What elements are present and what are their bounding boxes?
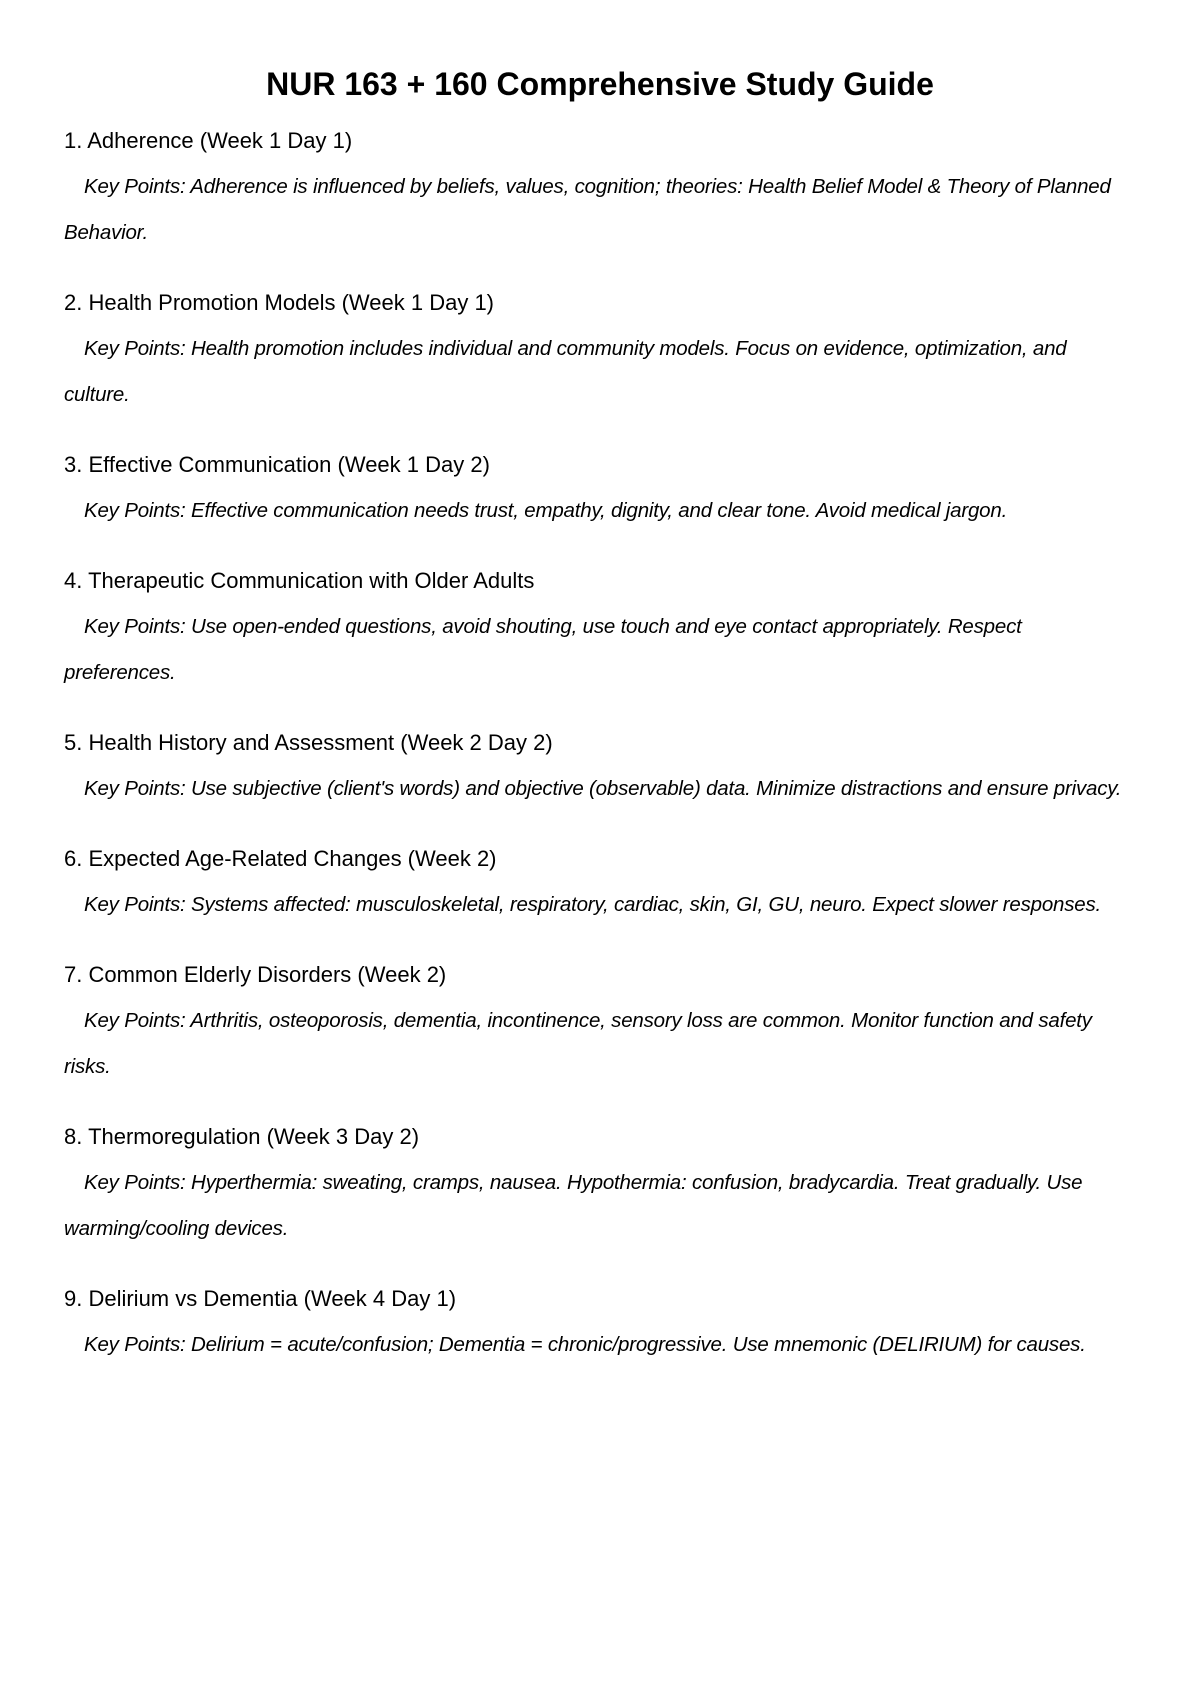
section-key-points: Key Points: Use subjective (client's words) and objective (observable) data. Minimize distractions and ensure privacy. <box>84 777 1122 800</box>
section-key-points: Key Points: Arthritis, osteoporosis, dementia, incontinence, sensory loss are common. Monitor function and safety risks. <box>64 1009 1092 1078</box>
section-heading: 9. Delirium vs Dementia (Week 4 Day 1) <box>64 1286 457 1311</box>
section-delirium-vs-dementia <box>64 1286 1136 1368</box>
section-age-related-changes <box>64 846 1136 928</box>
section-key-points: Key Points: Effective communication needs trust, empathy, dignity, and clear tone. Avoid medical jargon. <box>84 499 1008 522</box>
section-heading: 7. Common Elderly Disorders (Week 2) <box>64 962 447 987</box>
section-heading: 6. Expected Age-Related Changes (Week 2) <box>64 846 497 871</box>
section-elderly-disorders <box>64 962 1136 1090</box>
study-guide-sections <box>64 128 1136 1368</box>
section-key-points: Key Points: Hyperthermia: sweating, cramps, nausea. Hypothermia: confusion, bradycardia. Treat gradually. Use warming/cooling devices. <box>64 1171 1083 1240</box>
section-key-points: Key Points: Systems affected: musculoskeletal, respiratory, cardiac, skin, GI, GU, neuro. Expect slower responses. <box>84 893 1102 916</box>
section-key-points: Key Points: Health promotion includes individual and community models. Focus on evidence, optimization, and culture. <box>64 337 1067 406</box>
section-heading: 4. Therapeutic Communication with Older Adults <box>64 568 535 593</box>
section-health-promotion-models <box>64 290 1136 418</box>
section-adherence <box>64 128 1136 256</box>
section-key-points: Key Points: Use open-ended questions, avoid shouting, use touch and eye contact appropriately. Respect preferences. <box>64 615 1022 684</box>
section-key-points: Key Points: Adherence is influenced by beliefs, values, cognition; theories: Health Belief Model & Theory of Planned Behavior. <box>64 175 1111 244</box>
section-heading: 8. Thermoregulation (Week 3 Day 2) <box>64 1124 420 1149</box>
section-thermoregulation <box>64 1124 1136 1252</box>
section-heading: 5. Health History and Assessment (Week 2 Day 2) <box>64 730 553 755</box>
section-effective-communication <box>64 452 1136 534</box>
section-heading: 3. Effective Communication (Week 1 Day 2) <box>64 452 490 477</box>
section-health-history <box>64 730 1136 812</box>
section-therapeutic-communication <box>64 568 1136 696</box>
section-heading: 2. Health Promotion Models (Week 1 Day 1) <box>64 290 494 315</box>
section-heading: 1. Adherence (Week 1 Day 1) <box>64 128 353 153</box>
document-title: NUR 163 + 160 Comprehensive Study Guide <box>266 66 934 102</box>
section-key-points: Key Points: Delirium = acute/confusion; Dementia = chronic/progressive. Use mnemonic (DELIRIUM) for causes. <box>84 1333 1086 1356</box>
